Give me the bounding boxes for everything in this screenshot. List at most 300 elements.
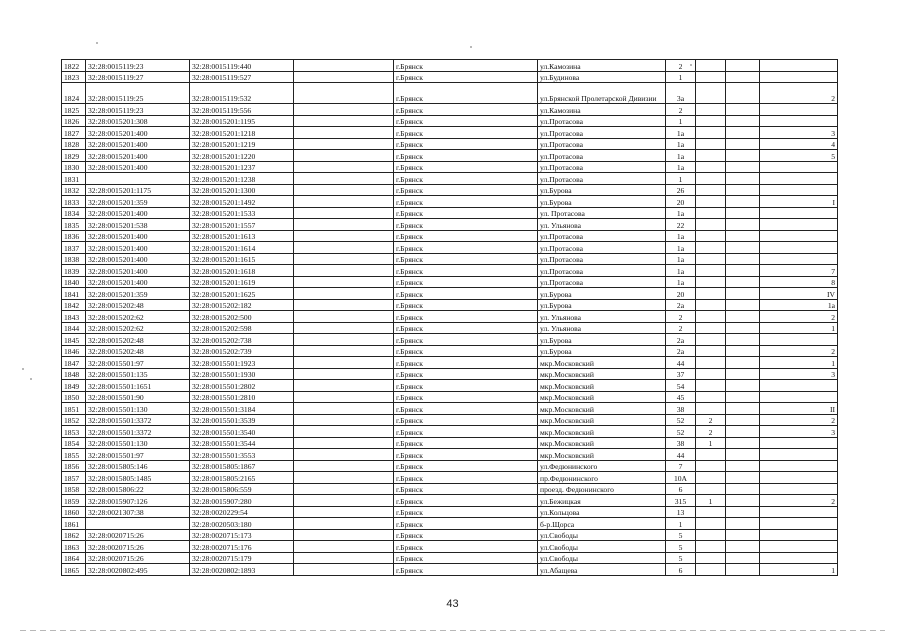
- cell-apartment: 2: [760, 414, 838, 426]
- cell-land-cadastral-number: 32:28:0015501:130: [86, 437, 190, 449]
- table-row: [62, 311, 838, 323]
- cell-house-number: 2: [666, 322, 696, 334]
- table-row: [62, 460, 838, 472]
- cell-corpus: [726, 184, 760, 196]
- table-row: [62, 426, 838, 438]
- cell-house-number: 45: [666, 391, 696, 403]
- cell-row-number: 1822: [62, 60, 86, 72]
- cell-house-number: 1а: [666, 207, 696, 219]
- cell-object-cadastral-number: 32:28:0015501:3184: [190, 403, 294, 415]
- cell-blank-column: [294, 265, 394, 277]
- cell-land-cadastral-number: 32:28:0015201:400: [86, 242, 190, 254]
- cell-city: г.Брянск: [394, 426, 538, 438]
- cell-building: [696, 71, 726, 83]
- cell-object-cadastral-number: 32:28:0015805:2165: [190, 472, 294, 484]
- cell-land-cadastral-number: 32:28:0015201:359: [86, 288, 190, 300]
- cell-city: г.Брянск: [394, 184, 538, 196]
- cell-apartment: IV: [760, 288, 838, 300]
- cell-row-number: 1856: [62, 460, 86, 472]
- cell-street: ул.Бурова: [538, 299, 666, 311]
- cell-building: [696, 483, 726, 495]
- cell-street: ул. Протасова: [538, 207, 666, 219]
- cell-corpus: [726, 322, 760, 334]
- cell-blank-column: [294, 345, 394, 357]
- cell-building: [696, 184, 726, 196]
- cell-object-cadastral-number: 32:28:0020229:54: [190, 506, 294, 518]
- table-row: [62, 150, 838, 162]
- cell-row-number: 1861: [62, 518, 86, 530]
- cell-building: [696, 380, 726, 392]
- cell-apartment: 3: [760, 368, 838, 380]
- cell-street: ул.Бурова: [538, 196, 666, 208]
- table-row: [62, 380, 838, 392]
- cell-building: 1: [696, 437, 726, 449]
- cell-house-number: 1: [666, 71, 696, 83]
- cell-house-number: 2а: [666, 334, 696, 346]
- cell-object-cadastral-number: 32:28:0015201:1557: [190, 219, 294, 231]
- scan-speck: [470, 46, 472, 48]
- cell-apartment: [760, 253, 838, 265]
- cell-object-cadastral-number: 32:28:0015201:1613: [190, 230, 294, 242]
- cell-blank-column: [294, 334, 394, 346]
- table-row: [62, 138, 838, 150]
- cell-city: г.Брянск: [394, 345, 538, 357]
- cell-row-number: 1834: [62, 207, 86, 219]
- cell-land-cadastral-number: 32:28:0015119:23: [86, 60, 190, 72]
- cell-house-number: 22: [666, 219, 696, 231]
- table-row: [62, 71, 838, 83]
- cell-street: мкр.Московский: [538, 414, 666, 426]
- cell-row-number: 1828: [62, 138, 86, 150]
- cell-city: г.Брянск: [394, 311, 538, 323]
- cell-corpus: [726, 414, 760, 426]
- cell-row-number: 1838: [62, 253, 86, 265]
- scan-artifact-line: [20, 630, 885, 631]
- cell-row-number: 1863: [62, 541, 86, 553]
- cell-object-cadastral-number: 32:28:0015501:1923: [190, 357, 294, 369]
- cell-object-cadastral-number: 32:28:0015806:559: [190, 483, 294, 495]
- cell-apartment: 1: [760, 564, 838, 576]
- cell-land-cadastral-number: 32:28:0015202:62: [86, 322, 190, 334]
- cell-street: ул.Будинова: [538, 71, 666, 83]
- cell-blank-column: [294, 219, 394, 231]
- table-row: [62, 345, 838, 357]
- cell-city: г.Брянск: [394, 138, 538, 150]
- cell-house-number: 2: [666, 104, 696, 116]
- cell-object-cadastral-number: 32:28:0015119:440: [190, 60, 294, 72]
- cell-city: г.Брянск: [394, 357, 538, 369]
- cell-corpus: [726, 380, 760, 392]
- cell-street: пр.Федюнинского: [538, 472, 666, 484]
- cell-blank-column: [294, 552, 394, 564]
- cell-house-number: 10А: [666, 472, 696, 484]
- cell-corpus: [726, 71, 760, 83]
- cell-corpus: [726, 334, 760, 346]
- cell-apartment: 2: [760, 345, 838, 357]
- cell-object-cadastral-number: 32:28:0015201:1237: [190, 161, 294, 173]
- cell-blank-column: [294, 368, 394, 380]
- cell-object-cadastral-number: 32:28:0015201:1619: [190, 276, 294, 288]
- cell-corpus: [726, 357, 760, 369]
- cell-blank-column: [294, 196, 394, 208]
- cell-row-number: 1842: [62, 299, 86, 311]
- cell-corpus: [726, 472, 760, 484]
- cell-row-number: 1825: [62, 104, 86, 116]
- cell-object-cadastral-number: 32:28:0015201:1300: [190, 184, 294, 196]
- cell-building: [696, 138, 726, 150]
- cell-blank-column: [294, 173, 394, 185]
- cell-object-cadastral-number: 32:28:0015202:738: [190, 334, 294, 346]
- cell-corpus: [726, 207, 760, 219]
- cell-object-cadastral-number: 32:28:0015501:1930: [190, 368, 294, 380]
- cell-row-number: 1845: [62, 334, 86, 346]
- cell-street: ул.Федюнинского: [538, 460, 666, 472]
- cell-house-number: 315: [666, 495, 696, 507]
- cell-house-number: 44: [666, 449, 696, 461]
- cell-street: ул.Брянской Пролетарской Дивизии: [538, 83, 666, 104]
- cell-apartment: [760, 506, 838, 518]
- cell-city: г.Брянск: [394, 60, 538, 72]
- cell-row-number: 1853: [62, 426, 86, 438]
- cell-apartment: [760, 219, 838, 231]
- cell-street: ул.Кольцова: [538, 506, 666, 518]
- cell-row-number: 1827: [62, 127, 86, 139]
- cell-apartment: [760, 391, 838, 403]
- cell-building: [696, 506, 726, 518]
- cell-land-cadastral-number: 32:28:0020715:26: [86, 552, 190, 564]
- cell-apartment: 1а: [760, 299, 838, 311]
- cell-object-cadastral-number: 32:28:0020715:179: [190, 552, 294, 564]
- cell-street: ул.Протасова: [538, 138, 666, 150]
- cell-object-cadastral-number: 32:28:0015202:598: [190, 322, 294, 334]
- cell-apartment: II: [760, 403, 838, 415]
- cell-corpus: [726, 288, 760, 300]
- cell-blank-column: [294, 253, 394, 265]
- cell-building: [696, 60, 726, 72]
- cell-house-number: 52: [666, 426, 696, 438]
- table-row: [62, 391, 838, 403]
- cell-row-number: 1865: [62, 564, 86, 576]
- cell-blank-column: [294, 288, 394, 300]
- cell-house-number: 52: [666, 414, 696, 426]
- cell-building: [696, 127, 726, 139]
- cell-city: г.Брянск: [394, 495, 538, 507]
- cell-city: г.Брянск: [394, 334, 538, 346]
- cell-apartment: [760, 334, 838, 346]
- cell-city: г.Брянск: [394, 127, 538, 139]
- cell-city: г.Брянск: [394, 242, 538, 254]
- cell-building: [696, 368, 726, 380]
- cell-street: ул.Свободы: [538, 552, 666, 564]
- cell-object-cadastral-number: 32:28:0015201:1195: [190, 115, 294, 127]
- cell-city: г.Брянск: [394, 288, 538, 300]
- cell-corpus: [726, 60, 760, 72]
- cell-object-cadastral-number: 32:28:0020715:176: [190, 541, 294, 553]
- cell-street: ул.Протасова: [538, 115, 666, 127]
- cell-street: ул.Бурова: [538, 288, 666, 300]
- cell-blank-column: [294, 138, 394, 150]
- cell-building: [696, 161, 726, 173]
- table-row: [62, 414, 838, 426]
- cell-building: [696, 230, 726, 242]
- cell-row-number: 1837: [62, 242, 86, 254]
- cell-row-number: 1855: [62, 449, 86, 461]
- scan-speck: [22, 368, 24, 370]
- table-row: [62, 242, 838, 254]
- cell-street: ул.Протасова: [538, 230, 666, 242]
- cell-land-cadastral-number: 32:28:0015501:97: [86, 449, 190, 461]
- cell-blank-column: [294, 161, 394, 173]
- cell-corpus: [726, 311, 760, 323]
- cell-corpus: [726, 552, 760, 564]
- cell-apartment: [760, 242, 838, 254]
- cell-apartment: 4: [760, 138, 838, 150]
- cell-land-cadastral-number: 32:28:0015907:126: [86, 495, 190, 507]
- table-row: [62, 518, 838, 530]
- cell-building: [696, 311, 726, 323]
- cell-land-cadastral-number: 32:28:0015201:400: [86, 230, 190, 242]
- table-row: [62, 265, 838, 277]
- table-row: [62, 173, 838, 185]
- cell-land-cadastral-number: 32:28:0015201:400: [86, 127, 190, 139]
- cell-building: [696, 83, 726, 104]
- cell-land-cadastral-number: 32:28:0015201:400: [86, 265, 190, 277]
- cell-street: мкр.Московский: [538, 368, 666, 380]
- cell-apartment: [760, 115, 838, 127]
- cell-building: [696, 564, 726, 576]
- cell-apartment: 5: [760, 150, 838, 162]
- cell-corpus: [726, 495, 760, 507]
- cell-object-cadastral-number: 32:28:0015119:556: [190, 104, 294, 116]
- table-row: [62, 541, 838, 553]
- cell-corpus: [726, 564, 760, 576]
- cell-house-number: 20: [666, 288, 696, 300]
- cell-building: [696, 219, 726, 231]
- cell-apartment: [760, 472, 838, 484]
- cell-house-number: 20: [666, 196, 696, 208]
- cell-apartment: [760, 552, 838, 564]
- cell-corpus: [726, 391, 760, 403]
- cell-land-cadastral-number: 32:28:0015201:400: [86, 150, 190, 162]
- cell-building: [696, 403, 726, 415]
- table-row: [62, 288, 838, 300]
- cell-street: ул.Бурова: [538, 345, 666, 357]
- table-row: [62, 403, 838, 415]
- cell-house-number: 44: [666, 357, 696, 369]
- cell-corpus: [726, 449, 760, 461]
- table-row: [62, 564, 838, 576]
- cell-street: ул.Протасова: [538, 242, 666, 254]
- table-row: [62, 506, 838, 518]
- scan-speck: [30, 378, 32, 380]
- cell-city: г.Брянск: [394, 472, 538, 484]
- cell-corpus: [726, 299, 760, 311]
- cell-building: [696, 196, 726, 208]
- cell-building: [696, 322, 726, 334]
- cell-object-cadastral-number: 32:28:0015201:1238: [190, 173, 294, 185]
- cell-street: ул.Протасова: [538, 276, 666, 288]
- cell-city: г.Брянск: [394, 299, 538, 311]
- cell-blank-column: [294, 518, 394, 530]
- cell-object-cadastral-number: 32:28:0015202:182: [190, 299, 294, 311]
- cell-blank-column: [294, 115, 394, 127]
- cell-corpus: [726, 150, 760, 162]
- cell-city: г.Брянск: [394, 564, 538, 576]
- cell-land-cadastral-number: 32:28:0015202:48: [86, 345, 190, 357]
- table-row: [62, 322, 838, 334]
- cell-blank-column: [294, 437, 394, 449]
- cell-corpus: [726, 437, 760, 449]
- cell-land-cadastral-number: 32:28:0015119:23: [86, 104, 190, 116]
- cell-corpus: [726, 104, 760, 116]
- cell-city: г.Брянск: [394, 219, 538, 231]
- cell-house-number: 37: [666, 368, 696, 380]
- cell-city: г.Брянск: [394, 437, 538, 449]
- table-row: [62, 253, 838, 265]
- cell-house-number: 1а: [666, 138, 696, 150]
- cell-house-number: 1а: [666, 265, 696, 277]
- cell-land-cadastral-number: 32:28:0015202:48: [86, 299, 190, 311]
- cell-corpus: [726, 161, 760, 173]
- cell-house-number: 38: [666, 403, 696, 415]
- cell-blank-column: [294, 426, 394, 438]
- cell-apartment: 8: [760, 276, 838, 288]
- cell-city: г.Брянск: [394, 541, 538, 553]
- cell-object-cadastral-number: 32:28:0015501:3539: [190, 414, 294, 426]
- cell-building: [696, 276, 726, 288]
- cell-land-cadastral-number: 32:28:0015501:135: [86, 368, 190, 380]
- cell-apartment: 1: [760, 322, 838, 334]
- cell-blank-column: [294, 414, 394, 426]
- cell-blank-column: [294, 104, 394, 116]
- cell-apartment: [760, 437, 838, 449]
- cell-corpus: [726, 83, 760, 104]
- cell-blank-column: [294, 150, 394, 162]
- cell-object-cadastral-number: 32:28:0015501:3544: [190, 437, 294, 449]
- cell-object-cadastral-number: 32:28:0015501:2810: [190, 391, 294, 403]
- cell-street: ул.Свободы: [538, 541, 666, 553]
- cell-house-number: 26: [666, 184, 696, 196]
- cell-row-number: 1848: [62, 368, 86, 380]
- cell-land-cadastral-number: 32:28:0015201:400: [86, 138, 190, 150]
- cell-apartment: 2: [760, 83, 838, 104]
- cell-building: 2: [696, 426, 726, 438]
- cell-corpus: [726, 403, 760, 415]
- table-row: [62, 552, 838, 564]
- cell-corpus: [726, 345, 760, 357]
- cell-city: г.Брянск: [394, 403, 538, 415]
- cell-building: [696, 552, 726, 564]
- cell-house-number: 54: [666, 380, 696, 392]
- cell-street: ул.Свободы: [538, 529, 666, 541]
- cell-building: [696, 529, 726, 541]
- cell-apartment: [760, 104, 838, 116]
- cell-city: г.Брянск: [394, 483, 538, 495]
- cell-street: ул.Протасова: [538, 173, 666, 185]
- cell-land-cadastral-number: 32:28:0015202:62: [86, 311, 190, 323]
- cell-street: ул.Протасова: [538, 150, 666, 162]
- table-row: [62, 276, 838, 288]
- cell-land-cadastral-number: 32:28:0015201:400: [86, 253, 190, 265]
- cell-blank-column: [294, 564, 394, 576]
- cell-house-number: 13: [666, 506, 696, 518]
- cell-street: ул.Протасова: [538, 253, 666, 265]
- cell-object-cadastral-number: 32:28:0015201:1220: [190, 150, 294, 162]
- cell-blank-column: [294, 71, 394, 83]
- cell-street: ул.Протасова: [538, 127, 666, 139]
- cell-blank-column: [294, 83, 394, 104]
- cell-row-number: 1846: [62, 345, 86, 357]
- property-register-table: [61, 59, 838, 576]
- cell-object-cadastral-number: 32:28:0015119:527: [190, 71, 294, 83]
- cell-object-cadastral-number: 32:28:0020802:1893: [190, 564, 294, 576]
- cell-row-number: 1826: [62, 115, 86, 127]
- cell-house-number: 2а: [666, 345, 696, 357]
- cell-street: ул.Бежицкая: [538, 495, 666, 507]
- table-row: [62, 472, 838, 484]
- cell-blank-column: [294, 483, 394, 495]
- cell-street: мкр.Московский: [538, 426, 666, 438]
- cell-object-cadastral-number: 32:28:0020715:173: [190, 529, 294, 541]
- cell-row-number: 1823: [62, 71, 86, 83]
- cell-apartment: [760, 184, 838, 196]
- cell-land-cadastral-number: 32:28:0015501:97: [86, 357, 190, 369]
- cell-street: мкр.Московский: [538, 449, 666, 461]
- cell-city: г.Брянск: [394, 414, 538, 426]
- cell-city: г.Брянск: [394, 322, 538, 334]
- cell-row-number: 1835: [62, 219, 86, 231]
- register-rows: [62, 60, 838, 576]
- table-row: [62, 449, 838, 461]
- cell-land-cadastral-number: 32:28:0015501:130: [86, 403, 190, 415]
- table-row: [62, 161, 838, 173]
- cell-object-cadastral-number: 32:28:0015201:1219: [190, 138, 294, 150]
- table-row: [62, 115, 838, 127]
- cell-blank-column: [294, 127, 394, 139]
- cell-apartment: 7: [760, 265, 838, 277]
- cell-street: мкр.Московский: [538, 403, 666, 415]
- cell-apartment: [760, 529, 838, 541]
- cell-building: [696, 345, 726, 357]
- cell-building: [696, 449, 726, 461]
- cell-apartment: [760, 173, 838, 185]
- cell-blank-column: [294, 60, 394, 72]
- cell-land-cadastral-number: 32:28:0020715:26: [86, 541, 190, 553]
- cell-row-number: 1864: [62, 552, 86, 564]
- cell-building: [696, 104, 726, 116]
- cell-apartment: [760, 449, 838, 461]
- cell-land-cadastral-number: 32:28:0015501:1651: [86, 380, 190, 392]
- cell-house-number: 1а: [666, 127, 696, 139]
- cell-blank-column: [294, 391, 394, 403]
- cell-street: б-р.Щорса: [538, 518, 666, 530]
- cell-building: 2: [696, 414, 726, 426]
- cell-object-cadastral-number: 32:28:0015805:1867: [190, 460, 294, 472]
- cell-street: мкр.Московский: [538, 437, 666, 449]
- cell-blank-column: [294, 403, 394, 415]
- cell-corpus: [726, 138, 760, 150]
- cell-house-number: 7: [666, 460, 696, 472]
- cell-row-number: 1829: [62, 150, 86, 162]
- cell-land-cadastral-number: 32:28:0015806:22: [86, 483, 190, 495]
- cell-apartment: [760, 518, 838, 530]
- cell-object-cadastral-number: 32:28:0015202:500: [190, 311, 294, 323]
- cell-street: ул.Бурова: [538, 334, 666, 346]
- cell-house-number: 3а: [666, 83, 696, 104]
- cell-city: г.Брянск: [394, 460, 538, 472]
- cell-row-number: 1858: [62, 483, 86, 495]
- cell-row-number: 1850: [62, 391, 86, 403]
